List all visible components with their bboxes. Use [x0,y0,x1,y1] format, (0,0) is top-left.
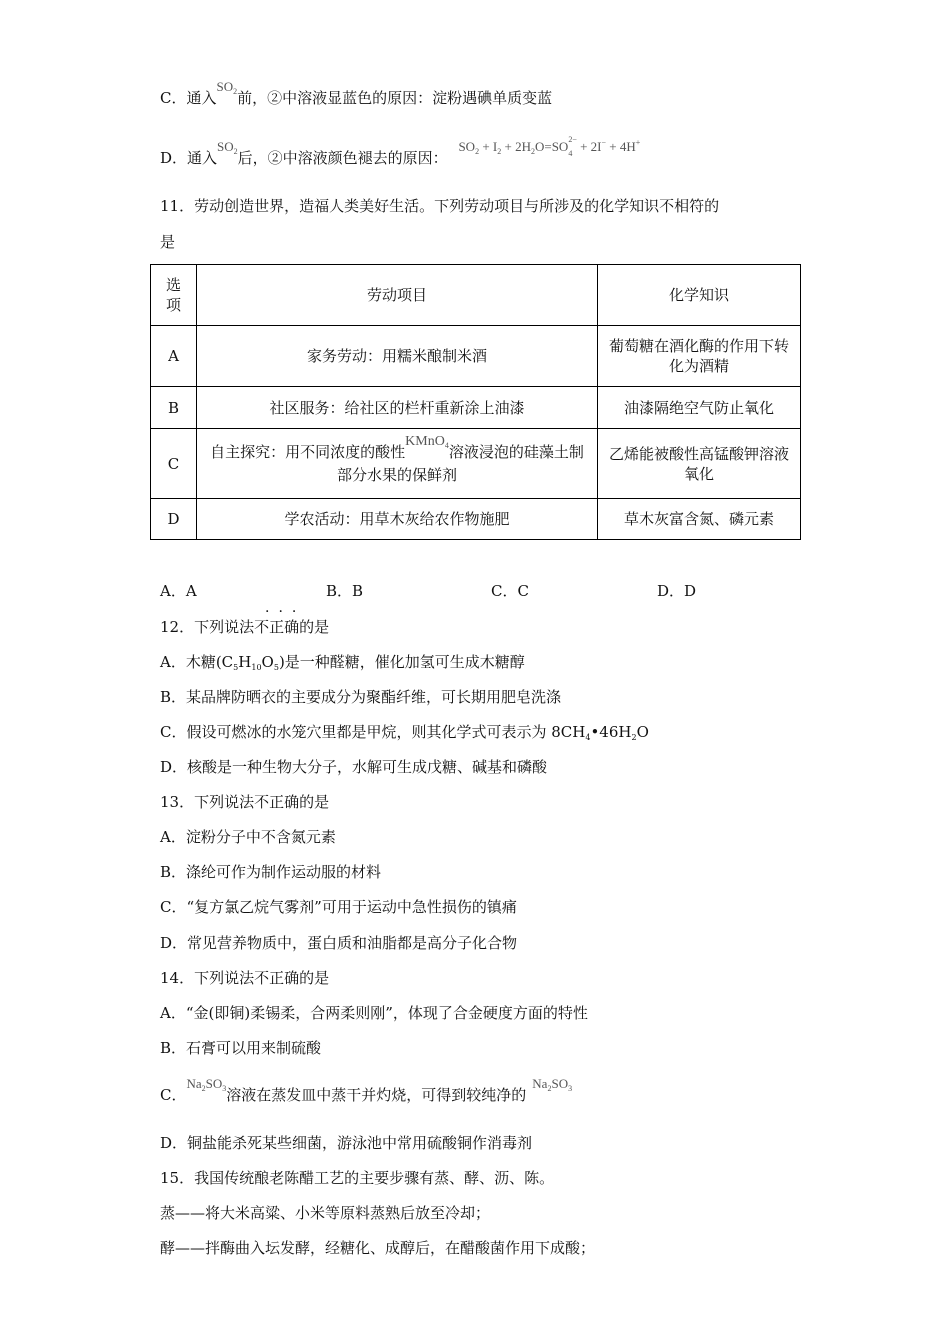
q11-option-c[interactable]: C．C [491,582,529,600]
q11-option-a[interactable]: A．A [160,582,197,600]
f: 4 [444,441,449,450]
t: 10 [251,663,262,672]
eq: − [601,138,607,147]
na2so3-formula [532,1076,572,1091]
t: 选 [165,276,181,294]
row-item [197,429,598,499]
q12-option-b: B．某品牌防晒衣的主要成分为聚酯纤维，可长期用肥皂洗涤 [160,688,562,706]
q15-line-2: 酵——拌酶曲入坛发酵，经糖化、成醇后，在醋酸菌作用下成酸； [160,1239,596,1257]
row-item: 学农活动：用草木灰给农作物施肥 [197,499,598,540]
q15-line-1: 蒸——将大米高粱、小米等原料蒸熟后放至冷却； [160,1204,491,1222]
eq: 2 [530,147,535,156]
t: 4 [585,733,591,742]
t: •46H [590,723,632,741]
row-knowledge: 乙烯能被酸性高锰酸钾溶液氧化 [598,429,801,499]
table-row [151,387,801,429]
header-option [151,265,197,326]
so2-formula [216,79,237,94]
row-item: 社区服务：给社区的栏杆重新涂上油漆 [197,387,598,429]
t: 2 [631,733,637,742]
table-row [151,429,801,499]
table-row [151,326,801,387]
q11-stem: 11．劳动创造世界，造福人类美好生活。下列劳动项目与所涉及的化学知识不相符的 [160,197,720,215]
q10-option-c [160,79,553,111]
f: 3 [568,1084,573,1093]
q14-option-a: A．“金(即铜)柔锡柔，合两柔则刚”，体现了合金硬度方面的特性 [160,1004,588,1022]
f: SO [216,79,234,94]
q14-option-b: B．石膏可以用来制硫酸 [160,1039,322,1057]
eq: 4 [568,149,573,159]
table-header [151,265,801,326]
t: 项 [165,296,181,314]
na2so3-formula [186,1076,226,1091]
t: 溶液浸泡的硅藻土制部分水果的保鲜剂 [336,443,584,484]
f-sub: 2 [233,87,238,96]
q12-stem: 12．下列说法不正确的是 [160,618,330,636]
t: 自主探究：用不同浓度的酸性 [210,443,406,461]
t: )是一种醛糖，催化加氢可生成木糖醇 [278,653,525,671]
q13-option-a: A．淀粉分子中不含氮元素 [160,828,336,846]
q12-option-c [160,722,649,745]
t: O [261,653,274,671]
row-option: D [151,499,197,540]
f: 2 [547,1084,552,1093]
q11-table [150,264,801,540]
row-option: B [151,387,197,429]
q11-option-d[interactable]: D．D [657,582,697,600]
t: 5 [233,663,239,672]
q14-option-c [160,1076,573,1108]
q15-stem: 15．我国传统酿老陈醋工艺的主要步骤有蒸、酵、沥、陈。 [160,1169,555,1187]
eq: + 2I [576,139,602,154]
row-knowledge: 草木灰富含氮、磷元素 [598,499,801,540]
eq: 2− [568,135,577,145]
eq: SO [458,139,476,154]
text: C．通入 [160,89,217,107]
header-item: 劳动项目 [197,265,598,326]
q13-option-b: B．涤纶可作为制作运动服的材料 [160,863,382,881]
t: O [636,723,649,741]
row-option: C [151,429,197,499]
q11-stem-cont: 是 [160,233,176,251]
ion-charge [568,135,577,159]
row-knowledge: 油漆隔绝空气防止氧化 [598,387,801,429]
text: 后，②中溶液颜色褪去的原因： [237,149,448,167]
q13-option-c: C．“复方氯乙烷气雾剂”可用于运动中急性损伤的镇痛 [160,898,517,916]
so2-formula [217,139,238,154]
f: SO [205,1076,223,1091]
f: Na [532,1076,548,1091]
t: C．假设可燃冰的水笼穴里都是甲烷，则其化学式可表示为 8CH [160,723,586,741]
q12-option-d: D．核酸是一种生物大分子，水解可生成戊糖、碱基和磷酸 [160,758,548,776]
f: 2 [201,1084,206,1093]
f: SO [551,1076,569,1091]
text: 前，②中溶液显蓝色的原因：淀粉遇碘单质变蓝 [237,89,553,107]
row-item: 家务劳动：用糯米酿制米酒 [197,326,598,387]
eq: + 4H [606,139,636,154]
eq: + I [479,139,498,154]
f-sub: 2 [233,147,238,156]
f: 3 [222,1084,227,1093]
q14-stem: 14．下列说法不正确的是 [160,969,330,987]
f: SO [217,139,234,154]
eq: 2 [497,147,502,156]
emphasis-dots: ··· [265,604,306,620]
q11-option-b[interactable]: B．B [326,582,364,600]
q13-stem: 13．下列说法不正确的是 [160,793,330,811]
kmno4-formula [405,434,449,449]
table-row [151,499,801,540]
t: C． [160,1086,187,1104]
t: A．木糖(C [160,653,234,671]
eq: + 2H [501,139,531,154]
f: Na [186,1076,202,1091]
row-option: A [151,326,197,387]
t: H [238,653,252,671]
q12-option-a [160,652,525,675]
f: KMnO [405,434,445,449]
t: 5 [273,663,279,672]
q14-option-d: D．铜盐能杀死某些细菌，游泳池中常用硫酸铜作消毒剂 [160,1134,533,1152]
header-knowledge: 化学知识 [598,265,801,326]
q10-option-d [160,135,641,171]
row-knowledge: 葡萄糖在酒化酶的作用下转化为酒精 [598,326,801,387]
text: D．通入 [160,149,218,167]
q13-option-d: D．常见营养物质中，蛋白质和油脂都是高分子化合物 [160,934,518,952]
reaction-equation [458,135,641,159]
t: 溶液在蒸发皿中蒸干并灼烧，可得到较纯净的 [226,1086,527,1104]
eq: + [635,138,641,147]
eq: 2 [475,147,480,156]
eq: O=SO [534,139,569,154]
